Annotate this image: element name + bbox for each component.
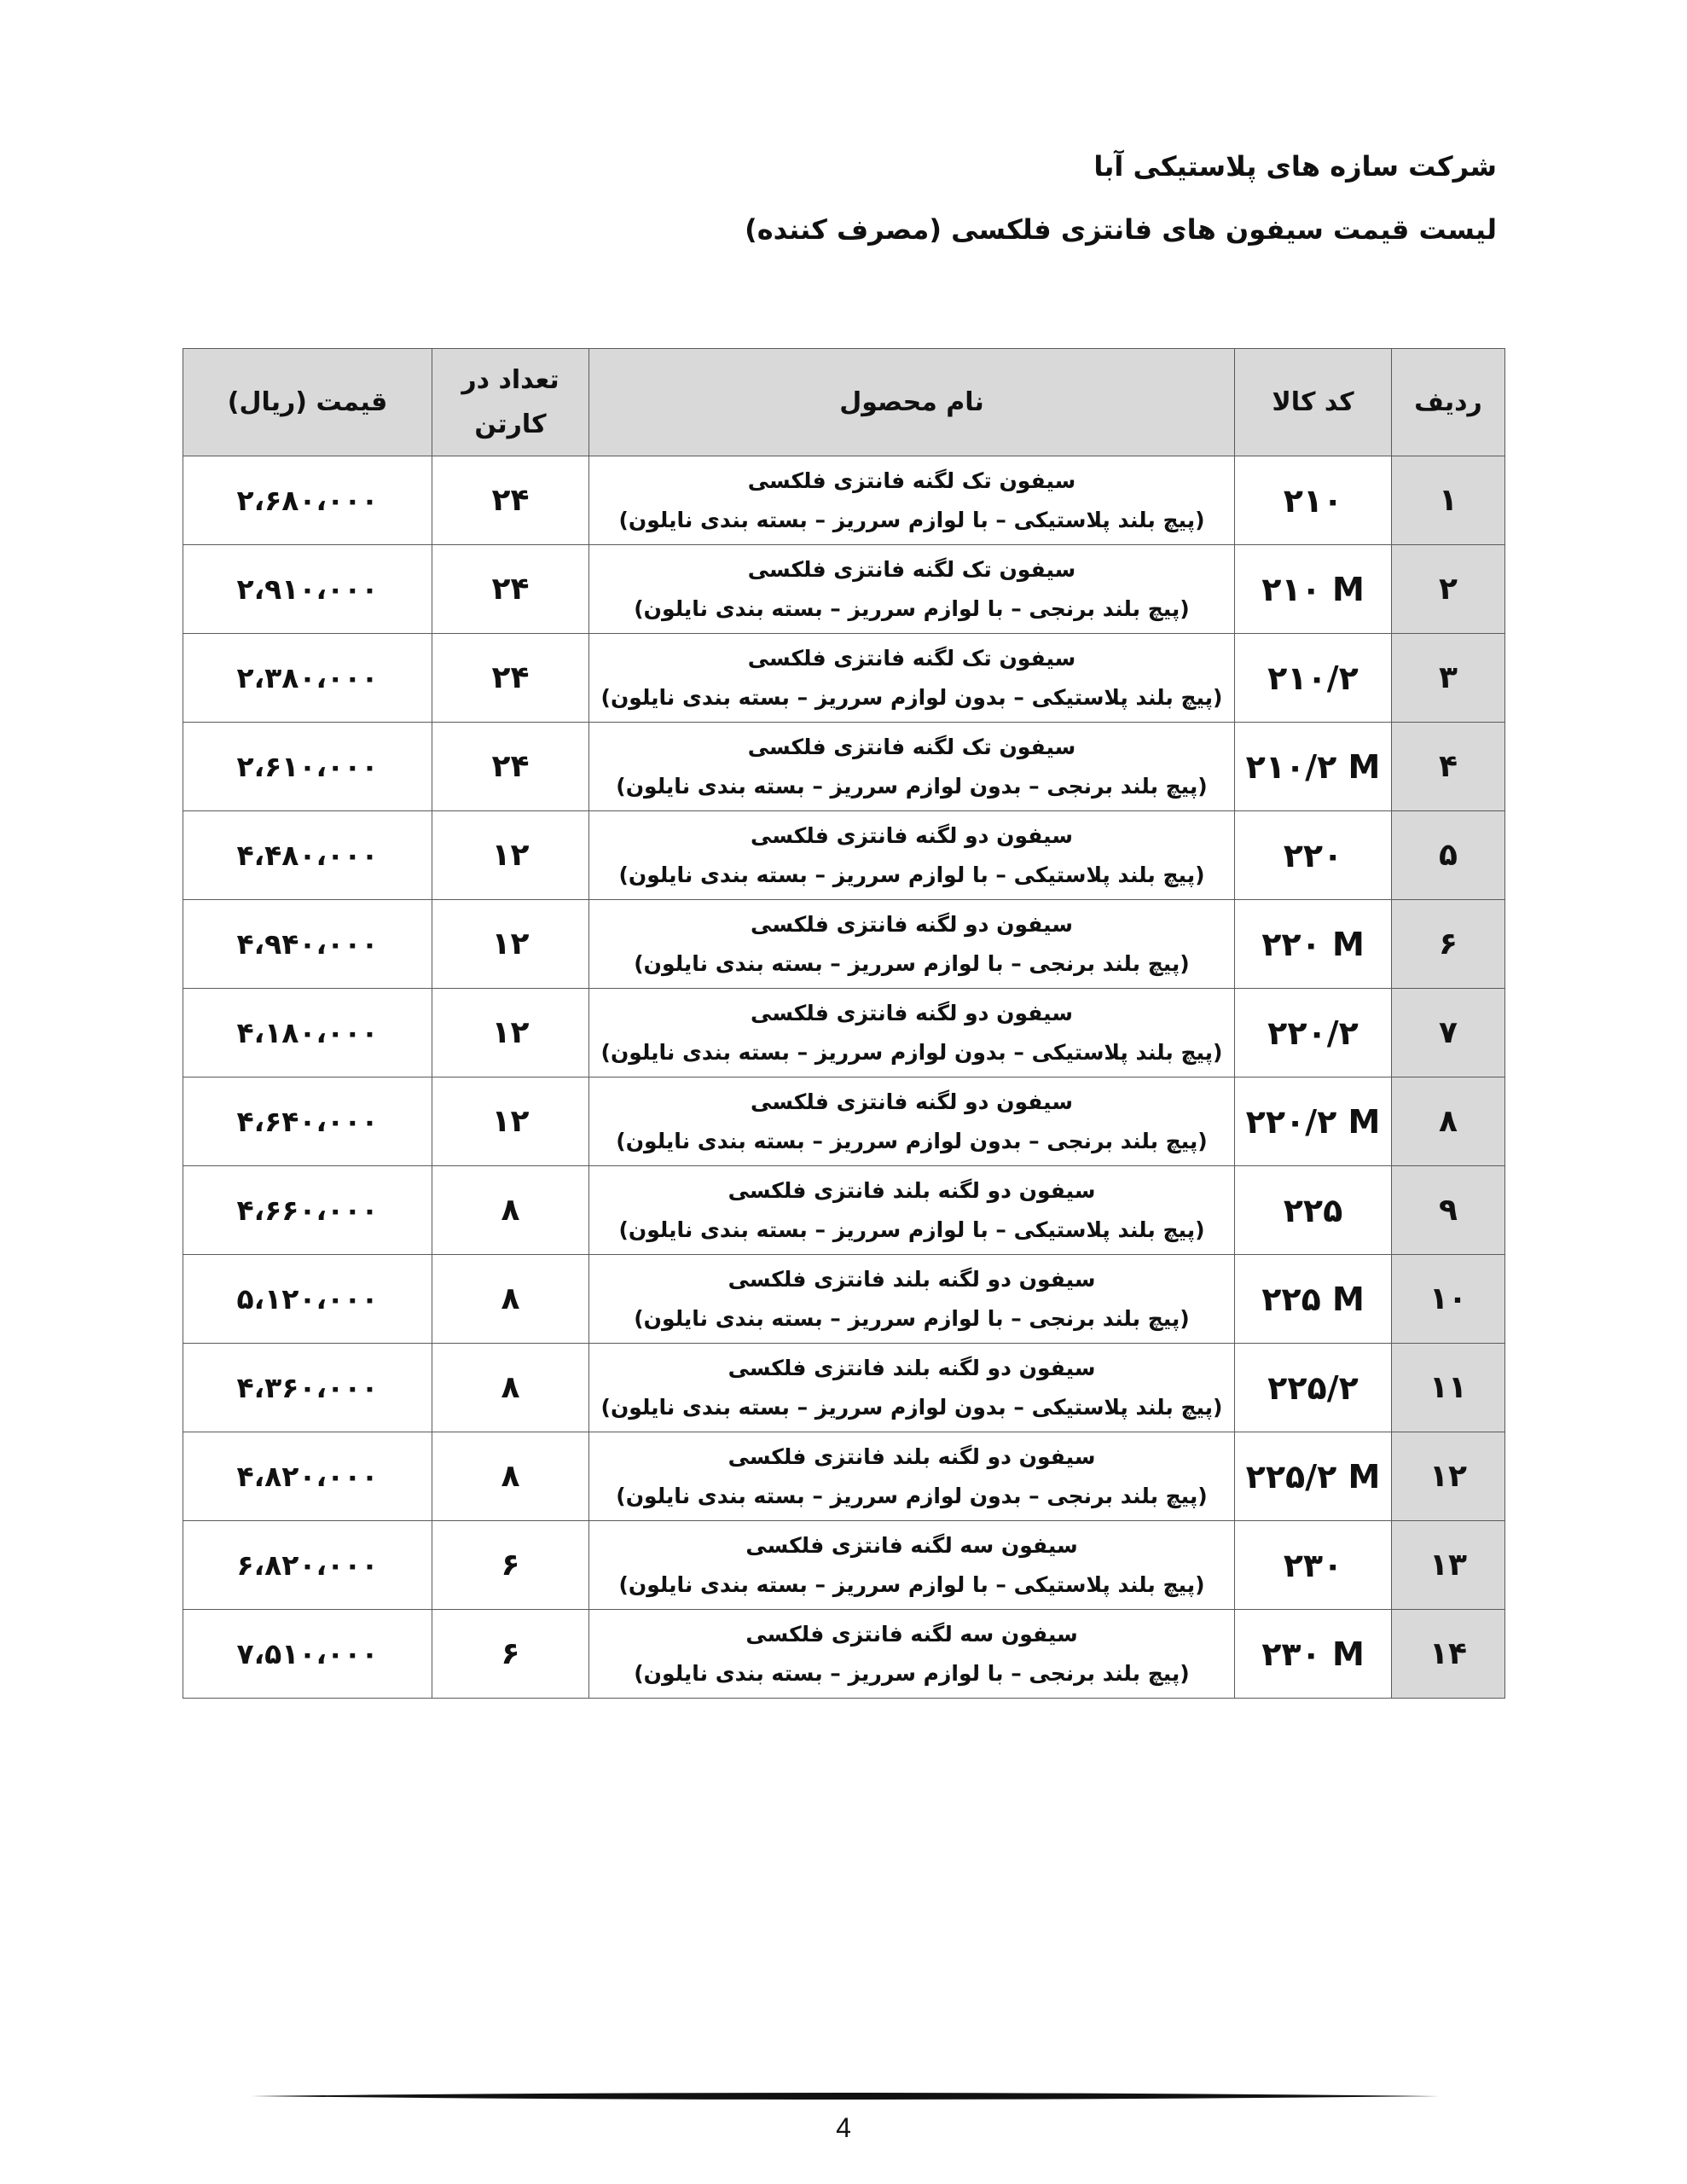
product-description: (پیچ بلند برنجی – بدون لوازم سرریز – بسته بندی نایلون) [616,773,1208,799]
price-cell: ۲،۶۸۰،۰۰۰ [183,456,432,545]
product-name-cell [589,1255,1235,1344]
product-name-cell [589,1166,1235,1255]
table-row [183,900,1505,989]
product-description: (پیچ بلند پلاستیکی – با لوازم سرریز – بسته بندی نایلون) [618,1217,1205,1242]
column-header-quantity-line1: تعداد در [461,364,559,395]
column-header-row-number: ردیف [1392,349,1505,456]
price-cell: ۴،۹۴۰،۰۰۰ [183,900,432,989]
product-name: سیفون سه لگنه فانتزی فلکسی [745,1532,1078,1558]
carton-quantity-cell: ۱۲ [432,989,589,1077]
product-name-cell [589,1521,1235,1610]
product-code-cell: ۲۱۰ [1235,456,1392,545]
product-name-cell [589,723,1235,811]
row-number-cell: ۲ [1392,545,1505,634]
table-row [183,1432,1505,1521]
row-number-cell: ۷ [1392,989,1505,1077]
product-name: سیفون تک لگنه فانتزی فلکسی [747,645,1076,671]
column-header-quantity-line2: کارتن [474,409,547,439]
product-name: سیفون دو لگنه فانتزی فلکسی [751,911,1073,937]
price-cell: ۲،۹۱۰،۰۰۰ [183,545,432,634]
table-row [183,1166,1505,1255]
column-header-price: قیمت (ریال) [183,349,432,456]
row-number-cell: ۱۴ [1392,1610,1505,1699]
row-number-cell: ۱۲ [1392,1432,1505,1521]
price-cell: ۴،۴۸۰،۰۰۰ [183,811,432,900]
price-table [183,348,1505,1699]
price-cell: ۲،۳۸۰،۰۰۰ [183,634,432,723]
product-name-cell [589,1432,1235,1521]
table-header-row [183,349,1505,456]
document-header [745,141,1497,255]
row-number-cell: ۶ [1392,900,1505,989]
product-name: سیفون دو لگنه بلند فانتزی فلکسی [728,1443,1096,1469]
table-row [183,545,1505,634]
product-name-cell [589,1077,1235,1166]
product-name: سیفون دو لگنه بلند فانتزی فلکسی [728,1355,1096,1380]
product-description: (پیچ بلند برنجی – با لوازم سرریز – بسته بندی نایلون) [634,1305,1190,1331]
product-description: (پیچ بلند برنجی – با لوازم سرریز – بسته بندی نایلون) [634,595,1190,621]
product-description: (پیچ بلند برنجی – با لوازم سرریز – بسته بندی نایلون) [634,1660,1190,1686]
table-row [183,1521,1505,1610]
table-row [183,456,1505,545]
carton-quantity-cell: ۶ [432,1610,589,1699]
price-cell: ۶،۸۲۰،۰۰۰ [183,1521,432,1610]
table-row [183,634,1505,723]
product-name: سیفون دو لگنه فانتزی فلکسی [751,1089,1073,1114]
product-code-cell: ۲۲۰ [1235,811,1392,900]
product-description: (پیچ بلند پلاستیکی – با لوازم سرریز – بسته بندی نایلون) [618,862,1205,887]
product-code-cell: ۲۱۰ M [1235,545,1392,634]
carton-quantity-cell: ۱۲ [432,811,589,900]
company-name: شرکت سازه های پلاستیکی آبا [1093,150,1497,183]
table-body [183,456,1505,1699]
row-number-cell: ۹ [1392,1166,1505,1255]
carton-quantity-cell: ۲۴ [432,545,589,634]
carton-quantity-cell: ۲۴ [432,634,589,723]
carton-quantity-cell: ۲۴ [432,456,589,545]
carton-quantity-cell: ۸ [432,1166,589,1255]
product-description: (پیچ بلند پلاستیکی – با لوازم سرریز – بسته بندی نایلون) [618,507,1205,532]
product-description: (پیچ بلند برنجی – با لوازم سرریز – بسته بندی نایلون) [634,950,1190,976]
table-row [183,1344,1505,1432]
table-row [183,1077,1505,1166]
product-code-cell: ۲۱۰/۲ M [1235,723,1392,811]
product-code-cell: ۲۲۵/۲ [1235,1344,1392,1432]
product-name: سیفون تک لگنه فانتزی فلکسی [747,556,1076,582]
row-number-cell: ۴ [1392,723,1505,811]
product-name-cell [589,545,1235,634]
product-name: سیفون دو لگنه بلند فانتزی فلکسی [728,1177,1096,1203]
row-number-cell: ۱۱ [1392,1344,1505,1432]
carton-quantity-cell: ۸ [432,1344,589,1432]
product-name: سیفون تک لگنه فانتزی فلکسی [747,468,1076,493]
product-name: سیفون تک لگنه فانتزی فلکسی [747,734,1076,759]
carton-quantity-cell: ۲۴ [432,723,589,811]
product-description: (پیچ بلند پلاستیکی – بدون لوازم سرریز – بسته بندی نایلون) [600,1394,1223,1420]
carton-quantity-cell: ۸ [432,1255,589,1344]
product-description: (پیچ بلند برنجی – بدون لوازم سرریز – بسته بندی نایلون) [616,1128,1208,1153]
footer-divider [251,2091,1440,2101]
product-description: (پیچ بلند پلاستیکی – بدون لوازم سرریز – بسته بندی نایلون) [600,1039,1223,1065]
price-cell: ۵،۱۲۰،۰۰۰ [183,1255,432,1344]
product-name-cell [589,1610,1235,1699]
table-row [183,1610,1505,1699]
price-cell: ۴،۱۸۰،۰۰۰ [183,989,432,1077]
product-code-cell: ۲۲۵ M [1235,1255,1392,1344]
price-cell: ۲،۶۱۰،۰۰۰ [183,723,432,811]
row-number-cell: ۵ [1392,811,1505,900]
column-header-quantity [432,349,589,456]
product-name: سیفون دو لگنه بلند فانتزی فلکسی [728,1266,1096,1292]
table-row [183,811,1505,900]
product-code-cell: ۲۲۰ M [1235,900,1392,989]
product-name-cell [589,456,1235,545]
product-name: سیفون دو لگنه فانتزی فلکسی [751,822,1073,848]
carton-quantity-cell: ۸ [432,1432,589,1521]
column-header-code: کد کالا [1235,349,1392,456]
row-number-cell: ۱۳ [1392,1521,1505,1610]
product-name-cell [589,634,1235,723]
product-code-cell: ۲۳۰ [1235,1521,1392,1610]
product-name-cell [589,811,1235,900]
row-number-cell: ۱ [1392,456,1505,545]
price-list-title: لیست قیمت سیفون های فانتزی فلکسی (مصرف کننده) [745,213,1497,246]
product-description: (پیچ بلند پلاستیکی – بدون لوازم سرریز – بسته بندی نایلون) [600,684,1223,710]
carton-quantity-cell: ۱۲ [432,900,589,989]
product-name-cell [589,900,1235,989]
price-cell: ۴،۶۴۰،۰۰۰ [183,1077,432,1166]
product-code-cell: ۲۲۰/۲ M [1235,1077,1392,1166]
product-code-cell: ۲۲۵ [1235,1166,1392,1255]
product-name-cell [589,989,1235,1077]
table-row [183,989,1505,1077]
row-number-cell: ۸ [1392,1077,1505,1166]
table-row [183,723,1505,811]
table-row [183,1255,1505,1344]
price-cell: ۷،۵۱۰،۰۰۰ [183,1610,432,1699]
product-description: (پیچ بلند برنجی – بدون لوازم سرریز – بسته بندی نایلون) [616,1483,1208,1508]
product-name: سیفون دو لگنه فانتزی فلکسی [751,1000,1073,1025]
carton-quantity-cell: ۶ [432,1521,589,1610]
page-number: 4 [836,2112,851,2143]
product-code-cell: ۲۲۵/۲ M [1235,1432,1392,1521]
product-description: (پیچ بلند پلاستیکی – با لوازم سرریز – بسته بندی نایلون) [618,1571,1205,1597]
row-number-cell: ۱۰ [1392,1255,1505,1344]
product-code-cell: ۲۱۰/۲ [1235,634,1392,723]
product-name-cell [589,1344,1235,1432]
row-number-cell: ۳ [1392,634,1505,723]
column-header-product: نام محصول [589,349,1235,456]
price-cell: ۴،۳۶۰،۰۰۰ [183,1344,432,1432]
product-code-cell: ۲۳۰ M [1235,1610,1392,1699]
product-code-cell: ۲۲۰/۲ [1235,989,1392,1077]
carton-quantity-cell: ۱۲ [432,1077,589,1166]
product-name: سیفون سه لگنه فانتزی فلکسی [745,1621,1078,1647]
price-cell: ۴،۸۲۰،۰۰۰ [183,1432,432,1521]
price-cell: ۴،۶۶۰،۰۰۰ [183,1166,432,1255]
